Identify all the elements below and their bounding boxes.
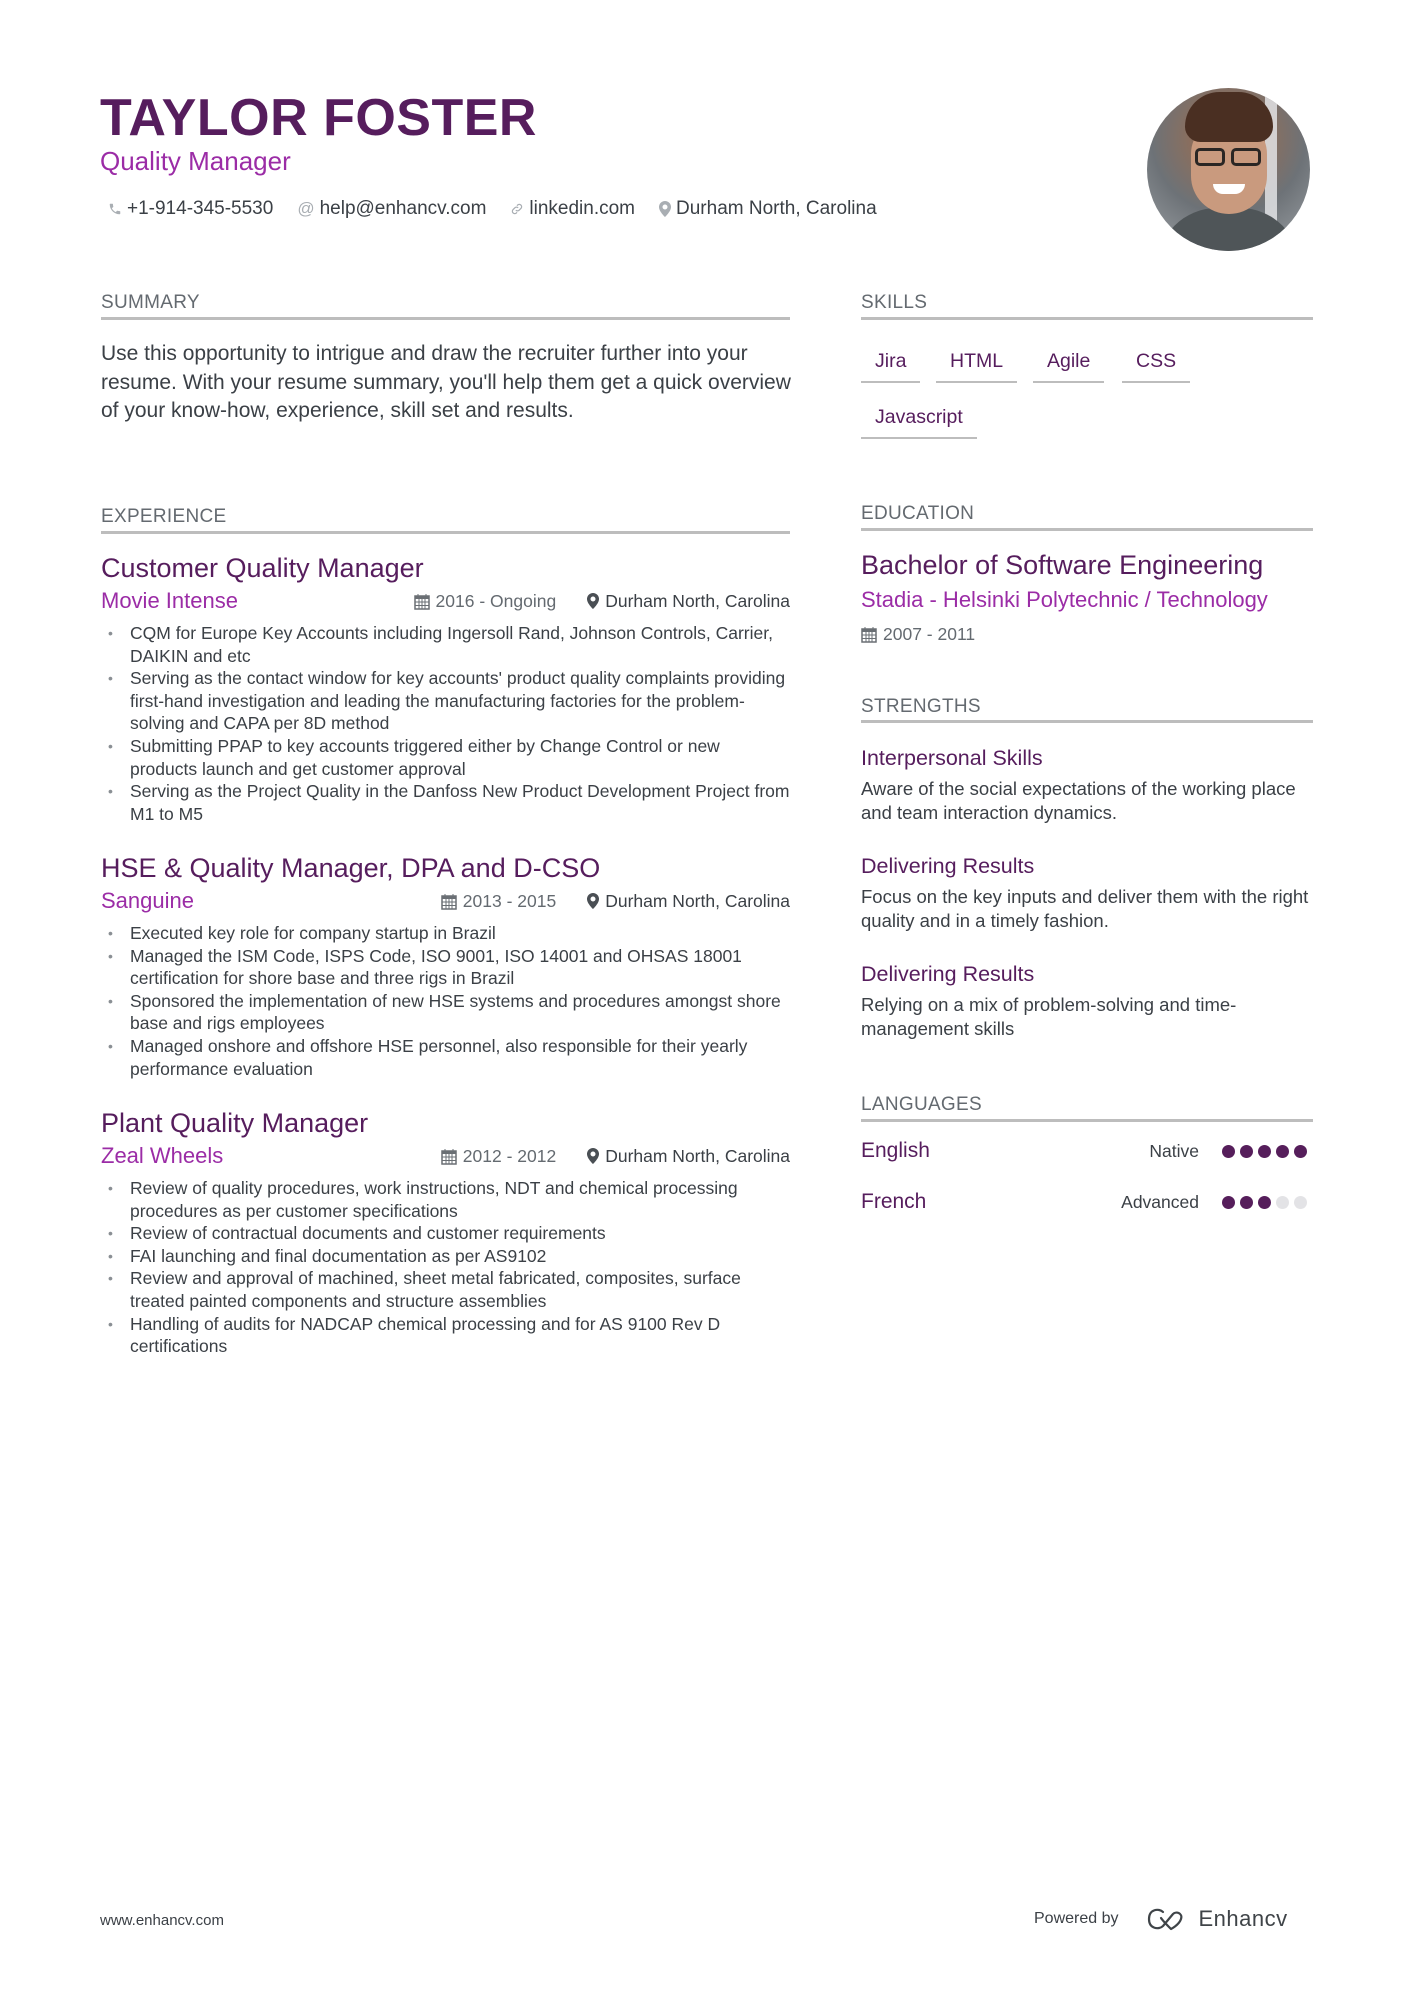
footer-powered-by[interactable] xyxy=(1034,1904,1288,1934)
calendar-icon xyxy=(441,893,457,910)
education-school: Stadia - Helsinki Polytechnic / Technology xyxy=(861,587,1268,612)
job-meta xyxy=(441,891,790,912)
contact-bar xyxy=(108,196,901,222)
summary-heading: SUMMARY xyxy=(101,292,200,313)
proficiency-dots xyxy=(1217,1196,1307,1209)
dot-filled xyxy=(1240,1196,1253,1209)
education-dates: 2007 - 2011 xyxy=(883,623,976,644)
education-divider xyxy=(861,528,1313,531)
job-company: Sanguine xyxy=(101,888,194,913)
skill-tag: Jira xyxy=(861,349,920,383)
dot-filled xyxy=(1294,1145,1307,1158)
experience-item xyxy=(101,1107,790,1358)
language-row-french xyxy=(861,1189,1307,1215)
strength-title: Delivering Results xyxy=(861,962,1035,986)
job-bullet: • Sponsored the implementation of new HSE systems and procedures amongst shore base and rigs employees xyxy=(101,990,790,1035)
job-dates: 2013 - 2015 xyxy=(462,890,557,911)
education-degree: Bachelor of Software Engineering xyxy=(861,550,1264,580)
strength-title: Interpersonal Skills xyxy=(861,746,1043,770)
strength-item xyxy=(861,961,1313,1041)
dot-empty xyxy=(1276,1196,1289,1209)
job-bullets xyxy=(101,922,790,1080)
strength-title: Delivering Results xyxy=(861,854,1035,878)
job-bullet: • Review and approval of machined, sheet metal fabricated, composites, surface treated painted components and structure assemblies xyxy=(101,1267,790,1312)
job-bullet: • Review of contractual documents and customer requirements xyxy=(101,1222,790,1245)
job-meta xyxy=(414,591,790,612)
location-pin-icon xyxy=(659,201,671,217)
enhancv-logo-icon xyxy=(1145,1907,1189,1931)
job-bullets xyxy=(101,622,790,825)
job-bullets xyxy=(101,1177,790,1358)
candidate-title: Quality Manager xyxy=(100,146,291,176)
profile-photo xyxy=(1147,88,1310,251)
job-location: Durham North, Carolina xyxy=(605,590,790,611)
job-bullet: • Managed the ISM Code, ISPS Code, ISO 9001, ISO 14001 and OHSAS 18001 certification for shore base and three rigs in Brazil xyxy=(101,945,790,990)
education-meta xyxy=(861,622,975,646)
skill-tag: CSS xyxy=(1122,349,1190,383)
job-bullet: • Submitting PPAP to key accounts triggered either by Change Control or new products launch and get customer approval xyxy=(101,735,790,780)
skill-tag: HTML xyxy=(936,349,1017,383)
strengths-divider xyxy=(861,720,1313,723)
dot-filled xyxy=(1258,1145,1271,1158)
job-location: Durham North, Carolina xyxy=(605,1145,790,1166)
job-role: HSE & Quality Manager, DPA and D-CSO xyxy=(101,853,601,883)
strength-desc: Focus on the key inputs and deliver them with the right quality and in a timely fashion. xyxy=(861,886,1309,931)
languages-heading: LANGUAGES xyxy=(861,1094,982,1115)
contact-email[interactable] xyxy=(297,198,486,220)
linkedin-text: linkedin.com xyxy=(529,198,636,219)
experience-item xyxy=(101,852,790,1080)
job-bullet: • Handling of audits for NADCAP chemical processing and for AS 9100 Rev D certifications xyxy=(101,1313,790,1358)
strength-desc: Relying on a mix of problem-solving and time-management skills xyxy=(861,994,1237,1039)
calendar-icon xyxy=(441,1148,457,1165)
footer-website-link[interactable]: www.enhancv.com xyxy=(100,1912,224,1929)
skill-tag: Javascript xyxy=(861,405,977,439)
job-bullet: • Serving as the Project Quality in the Danfoss New Product Development Project from M1 to M5 xyxy=(101,780,790,825)
powered-by-label: Powered by xyxy=(1034,1910,1119,1927)
dot-filled xyxy=(1222,1145,1235,1158)
skills-heading: SKILLS xyxy=(861,292,928,313)
job-dates: 2016 - Ongoing xyxy=(435,590,557,611)
job-bullet: • Serving as the contact window for key accounts' product quality complaints providing first-hand investigation and leading the manufacturing factories for the problem-solving and CAPA per 8D method xyxy=(101,667,790,735)
contact-location xyxy=(659,198,877,220)
calendar-icon xyxy=(861,626,877,643)
language-row-english xyxy=(861,1138,1307,1164)
job-dates: 2012 - 2012 xyxy=(462,1145,557,1166)
job-meta xyxy=(441,1146,790,1167)
skill-tag: Agile xyxy=(1033,349,1104,383)
job-bullet: • Executed key role for company startup in Brazil xyxy=(101,922,790,945)
job-company: Movie Intense xyxy=(101,588,238,613)
at-icon: @ xyxy=(297,199,315,218)
experience-divider xyxy=(101,531,790,534)
job-bullet: • Review of quality procedures, work instructions, NDT and chemical processing procedures as per customer specifications xyxy=(101,1177,790,1222)
job-company: Zeal Wheels xyxy=(101,1143,224,1168)
experience-item xyxy=(101,552,790,825)
dot-filled xyxy=(1222,1196,1235,1209)
contact-linkedin[interactable] xyxy=(510,198,635,220)
phone-text: +1-914-345-5530 xyxy=(127,198,274,219)
language-level: Native xyxy=(1149,1140,1199,1161)
contact-phone[interactable] xyxy=(108,198,273,220)
strengths-heading: STRENGTHS xyxy=(861,696,981,717)
location-text: Durham North, Carolina xyxy=(676,198,877,219)
dot-filled xyxy=(1258,1196,1271,1209)
candidate-name: TAYLOR FOSTER xyxy=(100,89,537,147)
dot-filled xyxy=(1240,1145,1253,1158)
strength-item xyxy=(861,853,1313,933)
dot-filled xyxy=(1276,1145,1289,1158)
summary-text: Use this opportunity to intrigue and draw the recruiter further into your resume. With your resume summary, you'll help them get a quick overview of your know-how, experience, skill set and results. xyxy=(101,342,791,422)
dot-empty xyxy=(1294,1196,1307,1209)
language-level: Advanced xyxy=(1121,1191,1199,1212)
brand-name: Enhancv xyxy=(1198,1906,1288,1931)
calendar-icon xyxy=(414,593,430,610)
job-bullet: • Managed onshore and offshore HSE personnel, also responsible for their yearly performance evaluation xyxy=(101,1035,790,1080)
language-name: English xyxy=(861,1139,930,1162)
summary-divider xyxy=(101,317,790,320)
link-icon xyxy=(510,202,524,216)
location-pin-icon xyxy=(587,1148,599,1164)
job-bullet: • FAI launching and final documentation as per AS9102 xyxy=(101,1245,790,1268)
job-role: Plant Quality Manager xyxy=(101,1108,369,1138)
languages-divider xyxy=(861,1119,1313,1122)
experience-heading: EXPERIENCE xyxy=(101,506,227,527)
job-location: Durham North, Carolina xyxy=(605,890,790,911)
job-bullet: • CQM for Europe Key Accounts including Ingersoll Rand, Johnson Controls, Carrier, DAIKIN and etc xyxy=(101,622,790,667)
language-name: French xyxy=(861,1190,927,1213)
skills-divider xyxy=(861,317,1313,320)
email-text: help@enhancv.com xyxy=(319,198,487,219)
education-heading: EDUCATION xyxy=(861,503,975,524)
phone-icon xyxy=(108,202,122,216)
strength-item xyxy=(861,745,1313,825)
job-role: Customer Quality Manager xyxy=(101,553,424,583)
strength-desc: Aware of the social expectations of the working place and team interaction dynamics. xyxy=(861,778,1296,823)
location-pin-icon xyxy=(587,893,599,909)
location-pin-icon xyxy=(587,593,599,609)
proficiency-dots xyxy=(1217,1145,1307,1158)
